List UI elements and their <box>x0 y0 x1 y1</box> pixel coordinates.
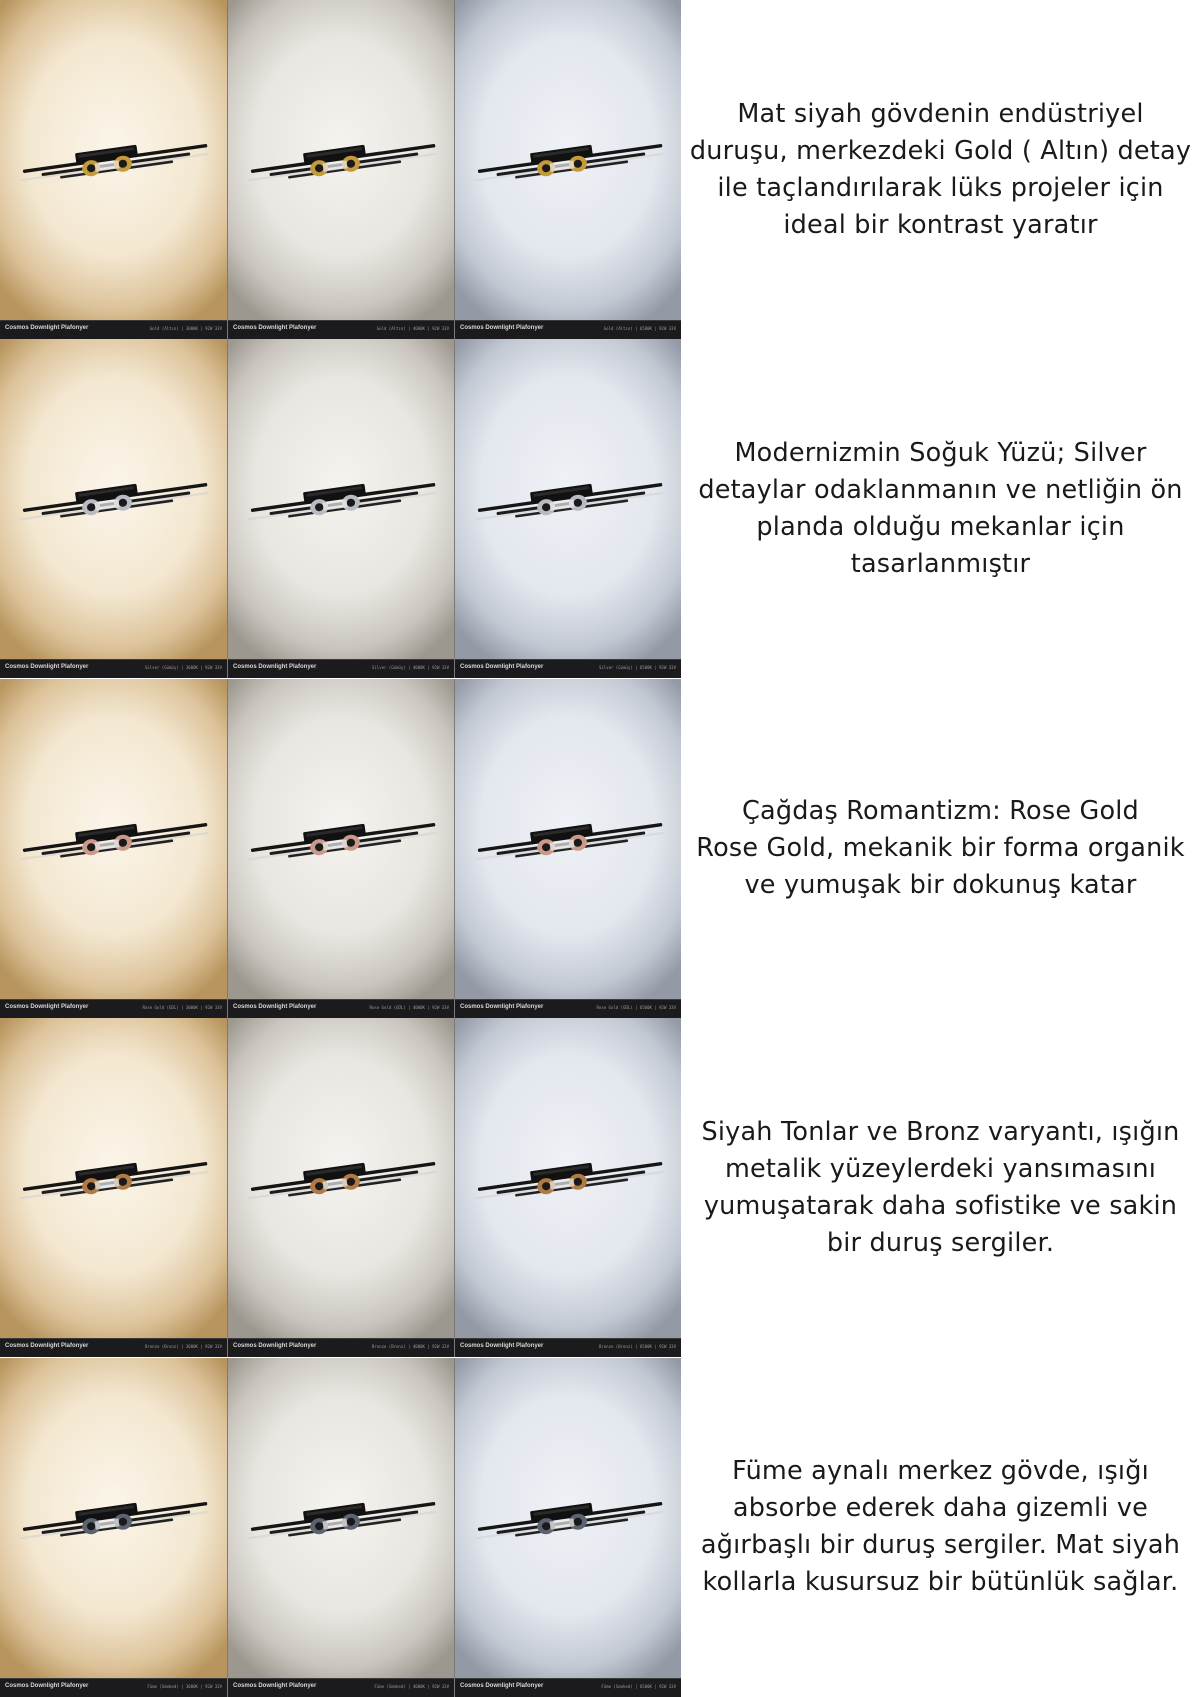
photo-caption-bar <box>455 999 681 1018</box>
ceiling-lamp-image <box>0 1018 227 1338</box>
photo-caption-bar <box>228 659 454 678</box>
product-photo-neutral <box>227 1358 454 1697</box>
product-photo-warm <box>0 679 227 1018</box>
spec-label: Füme (Smoked) | 4000K | 92W 33V <box>374 1683 449 1689</box>
product-photo-warm <box>0 339 227 678</box>
spec-label: Bronze (Bronz) | 3000K | 92W 33V <box>144 1344 222 1350</box>
variant-description-block <box>681 339 1200 678</box>
ceiling-lamp-image <box>0 0 227 320</box>
photo-caption-bar <box>455 320 681 339</box>
spec-label: Füme (Smoked) | 3000K | 92W 33V <box>147 1683 222 1689</box>
brand-label: Cosmos Downlight Plafonyer <box>460 325 544 331</box>
photo-caption-bar <box>228 320 454 339</box>
ceiling-lamp-image <box>455 0 681 320</box>
product-photo-warm <box>0 1018 227 1357</box>
spec-label: Silver (Gümüş) | 3000K | 92W 33V <box>144 665 222 671</box>
photo-caption-bar <box>455 1678 681 1697</box>
spec-label: Bronze (Bronz) | 4000K | 92W 33V <box>371 1344 449 1350</box>
brand-label: Cosmos Downlight Plafonyer <box>233 1682 317 1689</box>
ceiling-lamp-image <box>228 1018 454 1338</box>
ceiling-lamp-image <box>0 1358 227 1678</box>
photo-caption-bar <box>0 320 227 339</box>
photo-caption-bar <box>228 1338 454 1357</box>
product-photo-cool <box>454 679 681 1018</box>
variant-description-block <box>681 0 1200 339</box>
variant-photo-strip <box>0 1358 681 1697</box>
variant-description: Siyah Tonlar ve Bronz varyantı, ışığın metalik yüzeylerdeki yansımasını yumuşatarak daha sofistike ve sakin bir duruş sergiler. <box>701 1116 1180 1258</box>
product-photo-cool <box>454 1358 681 1697</box>
product-photo-neutral <box>227 1018 454 1357</box>
variant-description-block <box>681 679 1200 1018</box>
spec-label: Rose Gold (GÜL) | 4000K | 92W 33V <box>369 1004 449 1010</box>
variant-row <box>0 1018 1200 1357</box>
product-photo-neutral <box>227 679 454 1018</box>
brand-label: Cosmos Downlight Plafonyer <box>460 664 544 671</box>
variant-description-block <box>681 1358 1200 1697</box>
brand-label: Cosmos Downlight Plafonyer <box>233 1003 317 1010</box>
product-photo-cool <box>454 339 681 678</box>
spec-label: Gold (Altın) | 3000K | 92W 33V <box>149 326 222 331</box>
variant-row <box>0 679 1200 1018</box>
brand-label: Cosmos Downlight Plafonyer <box>233 1343 317 1350</box>
product-photo-warm <box>0 1358 227 1697</box>
ceiling-lamp-image <box>0 339 227 659</box>
spec-label: Silver (Gümüş) | 6500K | 92W 33V <box>598 665 676 671</box>
photo-caption-bar <box>0 1338 227 1357</box>
variant-row <box>0 339 1200 678</box>
ceiling-lamp-image <box>455 1358 681 1678</box>
ceiling-lamp-image <box>228 1358 454 1678</box>
variant-photo-strip <box>0 1018 681 1357</box>
brand-label: Cosmos Downlight Plafonyer <box>5 1003 89 1010</box>
photo-caption-bar <box>455 1338 681 1357</box>
photo-caption-bar <box>228 1678 454 1697</box>
ceiling-lamp-image <box>228 339 454 659</box>
variant-description: Mat siyah gövdenin endüstriyel duruşu, merkezdeki Gold ( Altın) detay ile taçlandırılarak lüks projeler için ideal bir kontrast yaratır <box>689 98 1192 240</box>
variant-description-block <box>681 1018 1200 1357</box>
variant-description: Füme aynalı merkez gövde, ışığı absorbe ederek daha gizemli ve ağırbaşlı bir duruş sergiler. Mat siyah kollarla kusursuz bir bütünlük sağlar. <box>700 1456 1181 1598</box>
product-photo-neutral <box>227 339 454 678</box>
spec-label: Gold (Altın) | 4000K | 92W 33V <box>376 326 449 331</box>
photo-caption-bar <box>228 999 454 1018</box>
variant-description: Çağdaş Romantizm: Rose Gold Rose Gold, mekanik bir forma organik ve yumuşak bir dokunuş katar <box>696 795 1185 900</box>
product-photo-cool <box>454 0 681 339</box>
variant-photo-strip <box>0 679 681 1018</box>
spec-label: Rose Gold (GÜL) | 3000K | 92W 33V <box>142 1004 222 1010</box>
brand-label: Cosmos Downlight Plafonyer <box>5 325 89 331</box>
photo-caption-bar <box>0 659 227 678</box>
spec-label: Füme (Smoked) | 6500K | 92W 33V <box>601 1683 676 1689</box>
spec-label: Silver (Gümüş) | 4000K | 92W 33V <box>371 665 449 671</box>
product-photo-warm <box>0 0 227 339</box>
variant-photo-strip <box>0 0 681 339</box>
ceiling-lamp-image <box>455 1018 681 1338</box>
variant-photo-strip <box>0 339 681 678</box>
brand-label: Cosmos Downlight Plafonyer <box>5 1682 89 1689</box>
ceiling-lamp-image <box>228 679 454 999</box>
photo-caption-bar <box>0 1678 227 1697</box>
product-photo-neutral <box>227 0 454 339</box>
spec-label: Gold (Altın) | 6500K | 92W 33V <box>603 326 676 331</box>
variant-row <box>0 0 1200 339</box>
brand-label: Cosmos Downlight Plafonyer <box>5 664 89 671</box>
ceiling-lamp-image <box>228 0 454 320</box>
spec-label: Bronze (Bronz) | 6500K | 92W 33V <box>598 1344 676 1350</box>
variant-description: Modernizmin Soğuk Yüzü; Silver detaylar odaklanmanın ve netliğin ön planda olduğu mekanlar için tasarlanmıştır <box>698 437 1183 579</box>
brand-label: Cosmos Downlight Plafonyer <box>460 1682 544 1689</box>
spec-label: Rose Gold (GÜL) | 6500K | 92W 33V <box>596 1004 676 1010</box>
variant-row <box>0 1358 1200 1697</box>
photo-caption-bar <box>455 659 681 678</box>
ceiling-lamp-image <box>0 679 227 999</box>
photo-caption-bar <box>0 999 227 1018</box>
brand-label: Cosmos Downlight Plafonyer <box>460 1343 544 1350</box>
brand-label: Cosmos Downlight Plafonyer <box>233 325 317 331</box>
product-photo-cool <box>454 1018 681 1357</box>
brand-label: Cosmos Downlight Plafonyer <box>233 664 317 671</box>
ceiling-lamp-image <box>455 339 681 659</box>
brand-label: Cosmos Downlight Plafonyer <box>5 1343 89 1350</box>
brand-label: Cosmos Downlight Plafonyer <box>460 1003 544 1010</box>
ceiling-lamp-image <box>455 679 681 999</box>
